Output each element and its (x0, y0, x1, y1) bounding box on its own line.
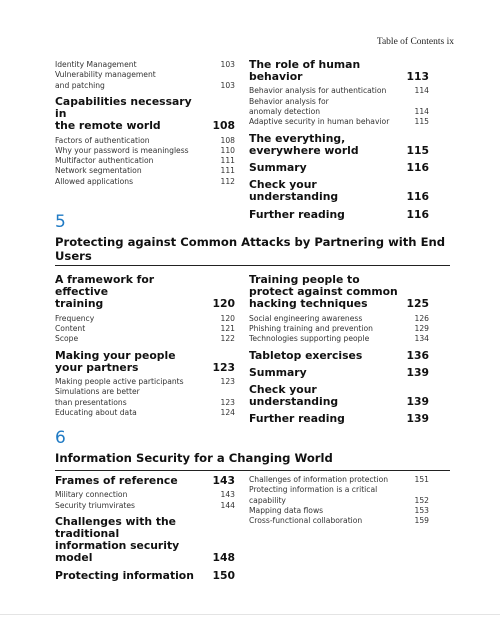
toc-entry-page: 150 (212, 568, 235, 582)
toc-entry-title: Capabilities necessary in the remote world (55, 94, 192, 133)
chapter-5-number: 5 (55, 212, 66, 232)
toc-section-entry (55, 516, 235, 565)
toc-entry-title: Identity Management (55, 60, 137, 69)
toc-top-right (249, 59, 429, 221)
toc-entry-page: 103 (220, 80, 235, 90)
toc-entry-title: Phishing training and prevention (249, 323, 373, 333)
toc-entry-page: 120 (212, 297, 235, 311)
toc-subsection-entry (249, 97, 429, 118)
toc-entry-title: Summary (249, 161, 307, 174)
toc-entry-page: 139 (406, 412, 429, 426)
toc-entry-title: Further reading (249, 412, 345, 426)
toc-subsection-entry (55, 166, 235, 176)
toc-subsection-entry (55, 334, 235, 344)
toc-entry-page: 115 (406, 143, 429, 157)
toc-subsection-entry (249, 506, 429, 516)
toc-entry-page: 134 (414, 334, 429, 344)
toc-entry-page: 121 (220, 323, 235, 333)
toc-entry-title: Why your password is meaningless (55, 145, 189, 155)
toc-entry-page: 148 (212, 551, 235, 565)
running-header: Table of Contents ix (376, 37, 454, 47)
toc-subsection-entry (249, 117, 429, 127)
toc-entry-title: Making your people your partners (55, 348, 176, 374)
toc-entry-title: Scope (55, 334, 79, 344)
toc-entry-title: A framework for effective training (55, 273, 155, 311)
toc-subsection-entry (249, 485, 429, 506)
toc-section-entry (249, 413, 429, 425)
toc-entry-title: Content (55, 323, 86, 333)
toc-top-left (55, 60, 235, 187)
toc-ch5-right (249, 274, 429, 426)
toc-entry-page: 144 (220, 500, 235, 510)
toc-entry-title: Technologies supporting people (249, 334, 370, 344)
toc-entry-page: 120 (220, 313, 235, 323)
toc-entry-title: Check your understanding (249, 178, 339, 204)
toc-entry-page: 152 (414, 495, 429, 505)
toc-section-entry (249, 133, 429, 157)
toc-entry-title: Cross-functional collaboration (249, 516, 363, 526)
toc-subsection-entry (249, 475, 429, 485)
toc-entry-page: 113 (406, 70, 429, 84)
toc-entry-title: Challenges with the traditional information security model (55, 514, 180, 565)
toc-entry-title: Training people to protect against common hacking techniques (249, 273, 398, 311)
toc-entry-title: Allowed applications (55, 176, 134, 186)
toc-ch6-right (249, 475, 429, 526)
toc-entry-page: 125 (406, 297, 429, 311)
toc-entry-title: Summary (249, 365, 307, 379)
toc-entry-page: 112 (220, 176, 235, 186)
toc-entry-page: 122 (220, 334, 235, 344)
toc-entry-title: Frequency (55, 313, 95, 323)
toc-entry-title: Challenges of information protection (249, 475, 389, 484)
toc-entry-page: 116 (406, 207, 429, 221)
toc-subsection-entry (249, 314, 429, 324)
toc-subsection-entry (55, 60, 235, 70)
toc-entry-page: 151 (414, 475, 429, 484)
toc-entry-title: Factors of authentication (55, 135, 150, 145)
toc-entry-page: 139 (406, 365, 429, 379)
toc-subsection-entry (55, 324, 235, 334)
toc-section-entry (55, 274, 235, 311)
toc-subsection-entry (55, 314, 235, 324)
toc-entry-page: 108 (220, 135, 235, 145)
toc-entry-page: 123 (220, 397, 235, 407)
toc-entry-page: 108 (212, 119, 235, 133)
toc-section-entry (55, 96, 235, 133)
toc-entry-page: 129 (414, 323, 429, 333)
toc-entry-title: Adaptive security in human behavior (249, 117, 390, 127)
toc-section-entry (249, 384, 429, 408)
toc-entry-page: 114 (414, 107, 429, 116)
toc-entry-title: Behavior analysis for anomaly detection (249, 96, 329, 116)
toc-entry-page: 103 (220, 60, 235, 69)
toc-entry-title: Educating about data (55, 407, 137, 417)
chapter-5-title: Protecting against Common Attacks by Partnering with End Users (55, 235, 446, 263)
toc-entry-title: Tabletop exercises (249, 348, 363, 362)
toc-entry-page: 123 (212, 360, 235, 374)
toc-entry-page: 115 (414, 117, 429, 127)
toc-subsection-entry (249, 334, 429, 344)
chapter-5-rule (55, 265, 450, 266)
toc-section-entry (249, 162, 429, 174)
toc-entry-page: 111 (220, 156, 235, 166)
chapter-6-title: Information Security for a Changing World (55, 451, 333, 465)
toc-section-entry (249, 350, 429, 362)
toc-entry-title: Military connection (55, 490, 128, 500)
toc-entry-page: 139 (406, 395, 429, 409)
chapter-6-number: 6 (55, 428, 66, 448)
toc-section-entry (249, 274, 429, 311)
toc-entry-page: 136 (406, 348, 429, 362)
toc-entry-title: The everything, everywhere world (249, 131, 359, 157)
toc-subsection-entry (55, 387, 235, 408)
toc-entry-page: 116 (406, 190, 429, 204)
toc-entry-page: 114 (414, 86, 429, 96)
toc-entry-page: 143 (220, 490, 235, 500)
toc-subsection-entry (249, 324, 429, 334)
toc-ch6-left (55, 475, 235, 582)
toc-entry-title: Making people active participants (55, 376, 184, 386)
toc-entry-title: Protecting information is a critical capability (249, 485, 378, 505)
toc-subsection-entry (249, 86, 429, 96)
toc-section-entry (55, 570, 235, 582)
toc-subsection-entry (55, 177, 235, 187)
toc-section-entry (249, 367, 429, 379)
toc-ch5-left (55, 274, 235, 418)
toc-subsection-entry (55, 501, 235, 511)
toc-entry-title: Multifactor authentication (55, 156, 154, 166)
toc-entry-page: 143 (212, 474, 235, 487)
toc-entry-page: 110 (220, 145, 235, 155)
toc-subsection-entry (55, 136, 235, 146)
toc-section-entry (249, 179, 429, 203)
toc-subsection-entry (55, 146, 235, 156)
toc-entry-page: 124 (220, 407, 235, 417)
chapter-6-rule (55, 470, 450, 471)
toc-subsection-entry (55, 408, 235, 418)
toc-entry-title: Behavior analysis for authentication (249, 86, 387, 96)
toc-subsection-entry (249, 516, 429, 526)
toc-entry-page: 126 (414, 313, 429, 323)
toc-entry-title: Check your understanding (249, 382, 339, 409)
toc-entry-title: Mapping data flows (249, 505, 324, 515)
toc-entry-title: The role of human behavior (249, 58, 361, 84)
toc-subsection-entry (55, 156, 235, 166)
toc-section-entry (55, 475, 235, 487)
toc-section-entry (249, 209, 429, 221)
toc-entry-title: Network segmentation (55, 166, 142, 176)
toc-entry-page: 116 (406, 161, 429, 174)
toc-subsection-entry (55, 70, 235, 91)
toc-entry-page: 123 (220, 376, 235, 386)
toc-entry-title: Social engineering awareness (249, 313, 363, 323)
toc-entry-title: Simulations are better than presentations (55, 387, 140, 407)
toc-entry-title: Security triumvirates (55, 500, 136, 510)
toc-subsection-entry (55, 490, 235, 500)
toc-section-entry (249, 59, 429, 83)
toc-subsection-entry (55, 377, 235, 387)
toc-entry-page: 111 (220, 166, 235, 176)
toc-section-entry (55, 350, 235, 374)
page-bottom-edge (0, 614, 500, 615)
toc-entry-title: Vulnerability management and patching (55, 70, 156, 90)
toc-entry-title: Further reading (249, 207, 345, 221)
toc-entry-page: 153 (414, 505, 429, 515)
toc-entry-page: 159 (414, 516, 429, 526)
toc-entry-title: Frames of reference (55, 474, 178, 487)
toc-entry-title: Protecting information (55, 568, 194, 582)
